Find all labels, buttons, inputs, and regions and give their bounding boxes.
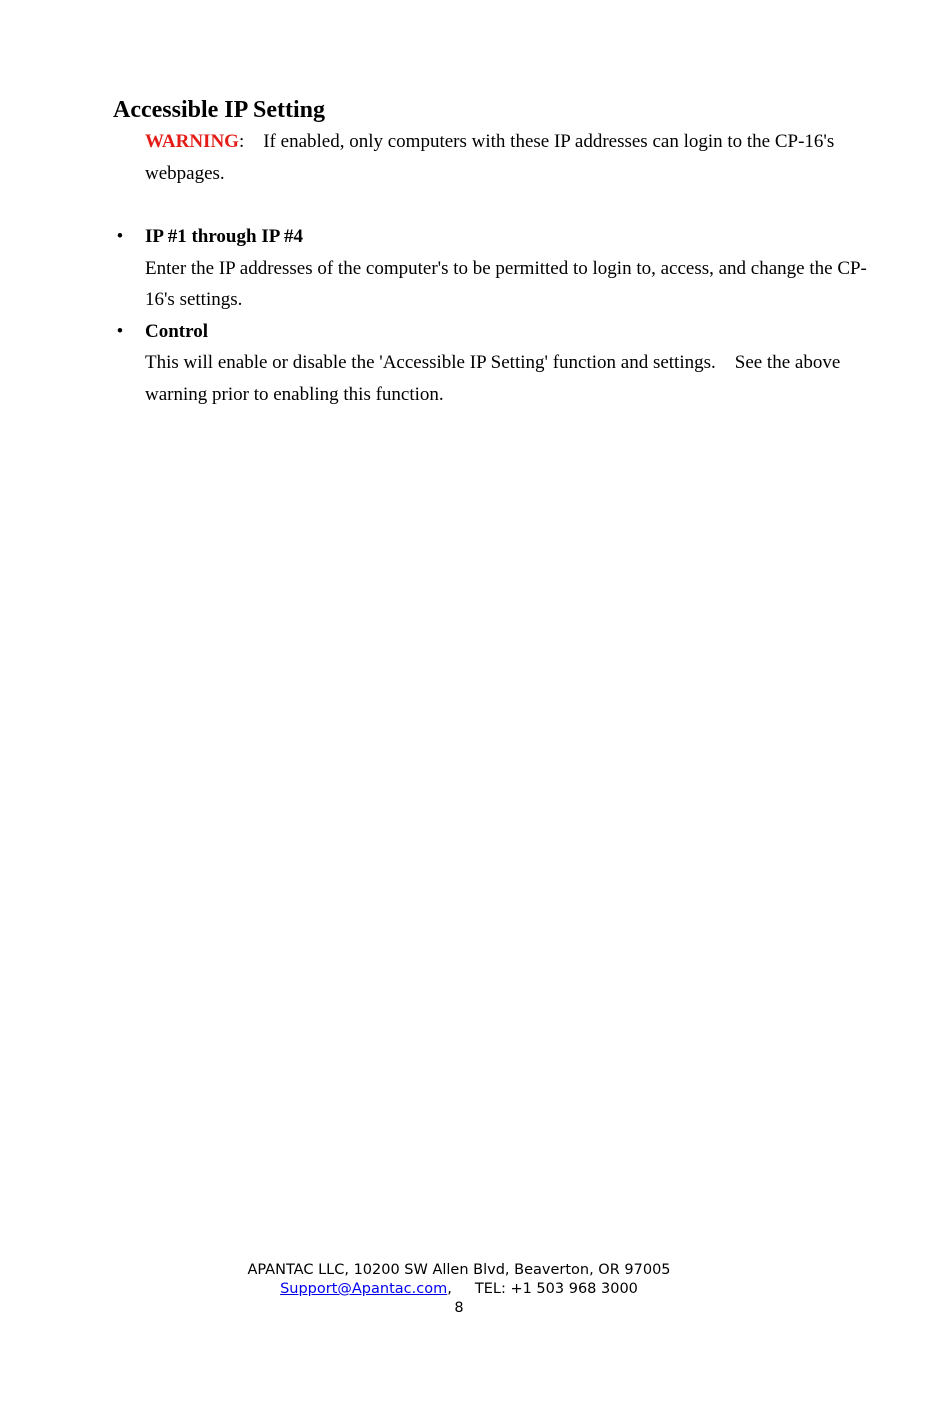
footer-address: APANTAC LLC, 10200 SW Allen Blvd, Beaverton, OR 97005: [247, 1262, 671, 1278]
warning-paragraph: [145, 126, 865, 189]
support-email-link[interactable]: Support@Apantac.com: [280, 1281, 448, 1297]
bullet-icon: •: [116, 320, 124, 342]
footer-separator: ,: [447, 1281, 452, 1297]
list-item-heading: IP #1 through IP #4: [145, 226, 304, 247]
warning-label: WARNING: [145, 131, 239, 152]
list-item-description: This will enable or disable the 'Accessible IP Setting' function and settings. See the above warning prior to enabling this function.: [145, 352, 846, 405]
footer-phone: TEL: +1 503 968 3000: [474, 1281, 638, 1297]
list-item-description: Enter the IP addresses of the computer's to be permitted to login to, access, and change the CP-16's settings.: [145, 257, 867, 310]
list-item-ip-addresses: [113, 221, 873, 316]
footer-contact: [0, 1280, 918, 1299]
bullet-icon: •: [116, 226, 124, 247]
warning-text: : If enabled, only computers with these IP addresses can login to the CP-16's webpages.: [145, 131, 840, 184]
page-footer: [0, 1261, 918, 1318]
list-item-control: [113, 316, 873, 411]
page-title: Accessible IP Setting: [113, 97, 325, 123]
page-number: 8: [454, 1300, 464, 1316]
settings-list: [113, 221, 873, 410]
list-item-heading: Control: [145, 320, 208, 342]
